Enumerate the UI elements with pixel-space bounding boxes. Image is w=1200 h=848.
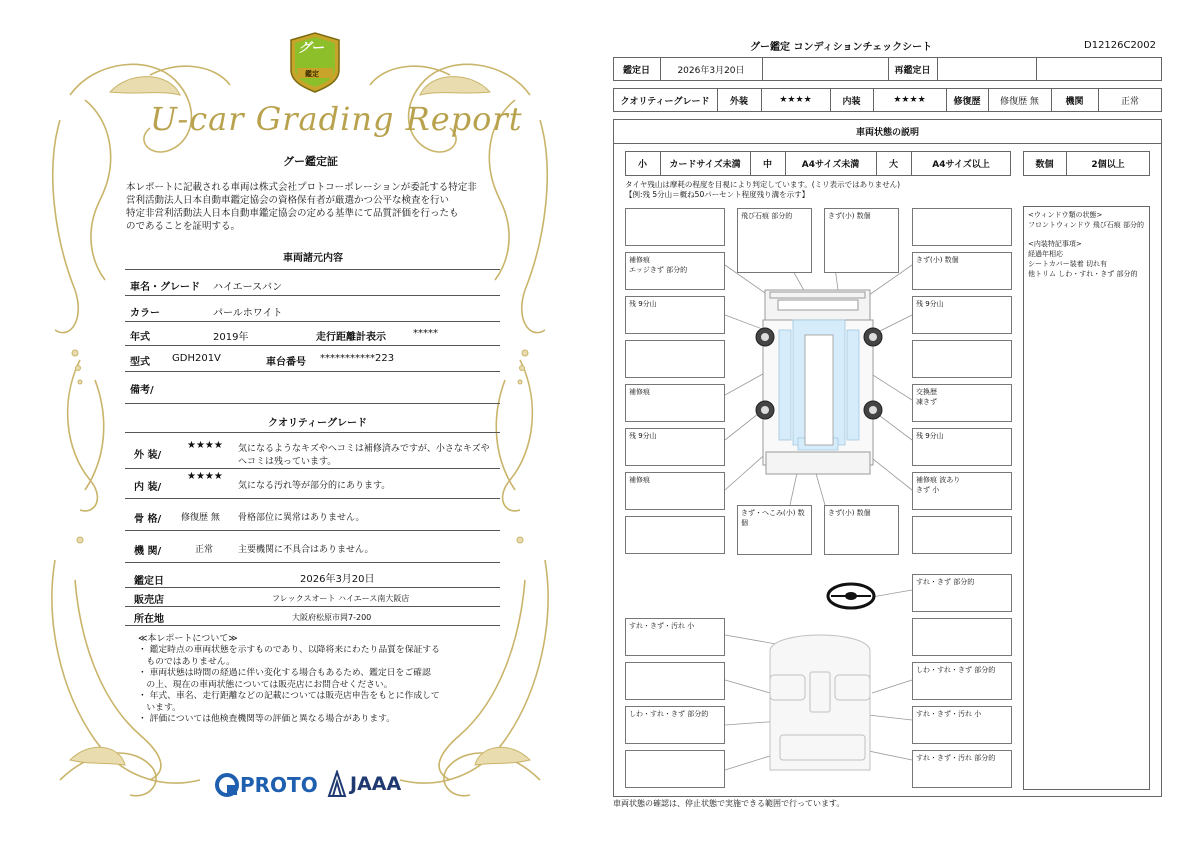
note-line: ものではありません。 xyxy=(138,656,235,667)
sheet-repair-value: 修復歴 無 xyxy=(1000,96,1039,107)
mileage-label: 走行距離計表示 xyxy=(316,332,386,343)
badge-kantei-text: 鑑定 xyxy=(305,70,319,78)
damage-tag: すれ・きず・汚れ 小 xyxy=(912,706,1012,744)
sheet-date-value: 2026年3月20日 xyxy=(677,65,745,76)
intro-line: 特定非営利活動法人日本自動車鑑定協会の定める基準にて品質評価を行ったも xyxy=(126,208,459,219)
chassis-label: 車台番号 xyxy=(266,357,306,368)
damage-tag: きず(小) 数個 xyxy=(824,505,899,555)
interior-note-line: 他トリム しわ・すれ・きず 部分的 xyxy=(1028,270,1138,278)
engine-label: 機 関/ xyxy=(134,546,162,557)
damage-tag: 補修痕 波あり きず 小 xyxy=(912,472,1012,510)
exterior-label: 外 装/ xyxy=(134,450,162,461)
frame-value: 修復歴 無 xyxy=(181,513,220,523)
notes-list xyxy=(138,645,498,726)
tire-note-line: 【例:残 5分山＝概ね50パーセント程度残り溝を示す】 xyxy=(625,190,810,199)
damage-tag: きず(小) 数個 xyxy=(824,208,899,273)
damage-tag: すれ・きず・汚れ 小 xyxy=(625,618,725,656)
divider xyxy=(125,530,500,531)
damage-tag xyxy=(912,516,1012,554)
dealer-label: 販売店 xyxy=(134,595,164,606)
divider xyxy=(125,606,500,607)
count-label: 数個 xyxy=(1035,160,1054,170)
sheet-interior-stars: ★★★★ xyxy=(893,95,926,105)
divider xyxy=(125,498,500,499)
chassis-value: ***********223 xyxy=(320,353,395,364)
year-label: 年式 xyxy=(130,332,150,343)
doc-id: D12126C2002 xyxy=(1084,40,1156,51)
size-large-value: A4サイズ以上 xyxy=(932,160,990,170)
exterior-note-line: 気になるようなキズやヘコミは補修済みですが、小さなキズや xyxy=(238,444,490,454)
tire-note-line: タイヤ残山は摩耗の程度を目視により判定しています。(ミリ表示ではありません) xyxy=(625,180,901,189)
divider xyxy=(125,403,500,404)
size-small-value: カードサイズ未満 xyxy=(669,160,741,170)
specs-heading: 車両諸元内容 xyxy=(283,253,343,264)
sheet-footer: 車両状態の確認は、停止状態で実施できる範囲で行っています。 xyxy=(613,799,845,808)
damage-tag xyxy=(625,516,725,554)
proto-logo-icon xyxy=(214,772,240,798)
interior-stars: ★★★★ xyxy=(187,471,223,482)
frame-label: 骨 格/ xyxy=(134,514,162,525)
model-label: 型式 xyxy=(130,357,150,368)
interior-note-line: シートカバー装着 切れ有 xyxy=(1028,260,1108,268)
color-value: パールホワイト xyxy=(213,308,283,319)
interior-label: 内 装/ xyxy=(134,482,162,493)
note-line: の上、現在の車両状態については販売店にお問合せください。 xyxy=(138,679,393,690)
note-line: ・ 年式、車名、走行距離などの記載については販売店申告をもとに作成して xyxy=(138,691,440,701)
damage-tag: すれ・きず 部分的 xyxy=(912,574,1012,612)
divider xyxy=(125,269,500,270)
damage-tag: 残 9分山 xyxy=(912,428,1012,466)
damage-tag: 補修痕 エッジきず 部分的 xyxy=(625,252,725,290)
damage-tag xyxy=(625,750,725,788)
proto-logo-text: PROTO xyxy=(240,773,318,797)
script-title: U-car Grading Report xyxy=(150,100,523,138)
interior-note: 気になる汚れ等が部分的にあります。 xyxy=(238,481,391,491)
engine-value: 正常 xyxy=(195,545,214,555)
note-line: ・ 車両状態は時間の経過に伴い変化する場合もあるため、鑑定日をご確認 xyxy=(138,668,431,678)
interior-notes-heading: <内装特記事項> xyxy=(1028,240,1082,248)
intro-line: 営利活動法人日本自動車鑑定協会の資格保有者が厳選かつ公平な検査を行い xyxy=(126,195,450,206)
damage-tag: きず・へこみ(小) 数個 xyxy=(737,505,812,555)
damage-tag: すれ・きず・汚れ 部分的 xyxy=(912,750,1012,788)
date-value: 2026年3月20日 xyxy=(300,574,375,585)
exterior-stars: ★★★★ xyxy=(187,440,223,451)
damage-tag xyxy=(625,340,725,378)
vehicle-name-label: 車名・グレード xyxy=(130,282,200,293)
note-line: ・ 鑑定時点の車両状態を示すものであり、以降将来にわたり品質を保証する xyxy=(138,645,440,655)
engine-note: 主要機関に不具合はありません。 xyxy=(238,545,374,555)
damage-tag: 残 9分山 xyxy=(625,296,725,334)
size-mid-value: A4サイズ未満 xyxy=(801,160,860,170)
divider xyxy=(125,345,500,346)
location-value: 大阪府松原市岡7-200 xyxy=(292,613,372,622)
frame-note: 骨格部位に異常はありません。 xyxy=(238,513,365,523)
damage-tag xyxy=(625,662,725,700)
notes-title: ≪本レポートについて≫ xyxy=(138,634,238,644)
sheet-title: グー鑑定 コンディションチェックシート xyxy=(750,42,933,53)
condition-heading: 車両状態の説明 xyxy=(855,127,919,138)
size-mid-label: 中 xyxy=(762,160,772,170)
divider xyxy=(125,321,500,322)
damage-tag: 飛び石痕 部分的 xyxy=(737,208,812,273)
sheet-repair-label: 修復歴 xyxy=(953,96,981,107)
jaaa-logo-text: JAAA xyxy=(350,773,402,795)
sheet-engine-value: 正常 xyxy=(1120,96,1139,107)
note-line: います。 xyxy=(138,702,181,713)
sheet-date-label: 鑑定日 xyxy=(622,65,650,76)
dealer-value: フレックスオート ハイエース南大阪店 xyxy=(272,594,410,603)
sheet-interior-label: 内装 xyxy=(842,96,861,107)
damage-tag xyxy=(625,208,725,246)
remarks-label: 備考/ xyxy=(130,385,154,396)
badge-goo-text: グー xyxy=(298,41,325,56)
size-large-label: 大 xyxy=(888,160,898,170)
window-heading: <ウィンドウ類の状態> xyxy=(1028,211,1103,219)
damage-tag: しわ・すれ・きず 部分的 xyxy=(625,706,725,744)
sheet-exterior-stars: ★★★★ xyxy=(779,95,812,105)
damage-tag: 補修痕 xyxy=(625,472,725,510)
sheet-engine-label: 機関 xyxy=(1065,96,1084,107)
condition-sheet-page xyxy=(600,0,1200,848)
certificate-intro xyxy=(126,181,506,233)
jaaa-logo-icon xyxy=(326,770,348,798)
sheet-exterior-label: 外装 xyxy=(729,96,748,107)
color-label: カラー xyxy=(130,308,160,319)
count-value: 2個以上 xyxy=(1091,160,1125,170)
divider xyxy=(125,295,500,296)
damage-tag: 交換歴 凍きず xyxy=(912,384,1012,422)
damage-tag: 残 9分山 xyxy=(912,296,1012,334)
damage-tag xyxy=(912,618,1012,656)
exterior-note-line: ヘコミは残っています。 xyxy=(238,457,337,467)
divider xyxy=(125,432,500,433)
window-note: フロントウィンドウ 飛び石痕 部分的 xyxy=(1028,221,1145,229)
damage-tag xyxy=(912,208,1012,246)
interior-note-line: 経過年相応 xyxy=(1028,250,1063,258)
intro-line: のであることを証明する。 xyxy=(126,221,241,232)
damage-tag: 残 9分山 xyxy=(625,428,725,466)
mileage-value: ***** xyxy=(413,328,438,339)
divider xyxy=(125,562,500,563)
intro-line: 本レポートに記載される車両は株式会社プロトコーポレーションが委託する特定非 xyxy=(126,182,477,193)
year-value: 2019年 xyxy=(213,332,249,343)
damage-tag xyxy=(912,340,1012,378)
vehicle-name-value: ハイエースバン xyxy=(213,282,283,293)
divider xyxy=(125,625,500,626)
note-line: ・ 評価については他検査機関等の評価と異なる場合があります。 xyxy=(138,714,396,724)
reappraisal-label: 再鑑定日 xyxy=(894,65,931,76)
divider xyxy=(125,371,500,372)
divider xyxy=(125,587,500,588)
sheet-quality-label: クオリティーグレード xyxy=(620,96,710,107)
damage-tag: きず(小) 数個 xyxy=(912,252,1012,290)
damage-tag: しわ・すれ・きず 部分的 xyxy=(912,662,1012,700)
size-small-label: 小 xyxy=(637,160,647,170)
quality-heading: クオリティーグレード xyxy=(268,418,367,429)
location-label: 所在地 xyxy=(134,614,164,625)
certificate-heading: グー鑑定証 xyxy=(283,155,338,168)
divider xyxy=(125,468,500,469)
date-label: 鑑定日 xyxy=(134,576,164,587)
damage-tag: 補修痕 xyxy=(625,384,725,422)
model-value: GDH201V xyxy=(172,353,221,364)
